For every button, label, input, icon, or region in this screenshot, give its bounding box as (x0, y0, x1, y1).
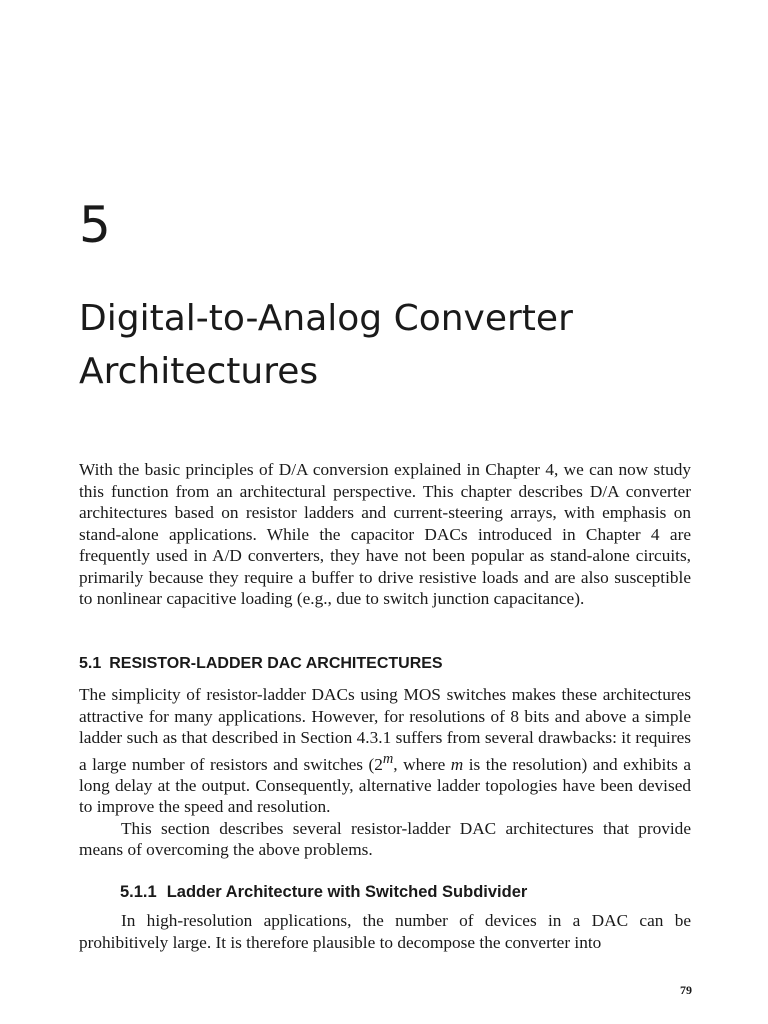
subsection-heading (120, 882, 700, 902)
section-heading (79, 654, 691, 674)
section-paragraph-1-superscript (383, 751, 393, 767)
section-paragraph-1-variable: m (450, 754, 464, 774)
subsection-title: Ladder Architecture with Switched Subdivider (166, 883, 528, 901)
section-paragraph-1-part-1: The simplicity of resistor-ladder DACs using MOS switches makes these architectures attractive for many applications. However, for resolutions of 8 bits and above a simple ladder such as that described in Section 4.3.1 suffers from several drawbacks: it requires a large number of resistors and switches (2 (79, 685, 691, 774)
chapter-title-line-1: Digital-to-Analog Converter (79, 298, 573, 339)
chapter-number: 5 (79, 196, 111, 254)
section-paragraph-2: This section describes several resistor-ladder DAC architectures that provide means of overcoming the above problems. (79, 818, 691, 860)
page-number: 79 (680, 983, 692, 997)
section-number: 5.1 (79, 655, 102, 672)
chapter-title-line-2: Architectures (79, 351, 319, 392)
section-body (79, 684, 691, 861)
section-title: RESISTOR-LADDER DAC ARCHITECTURES (109, 655, 443, 672)
section-paragraph-1-part-3: is the resolution) and exhibits a long delay at the output. Consequently, alternative ladder topologies have been devised to improve the speed and resolution. (79, 754, 691, 817)
section-paragraph-1-part-2: , where (393, 754, 451, 774)
superscript-variable: m (382, 750, 394, 767)
intro-paragraph: With the basic principles of D/A conversion explained in Chapter 4, we can now study this function from an architectural perspective. This chapter describes D/A converter architectures based on resistor ladders and current-steering arrays, with emphasis on stand-alone applications. While the capacitor DACs introduced in Chapter 4 are frequently used in A/D converters, they have not been popular as stand-alone circuits, primarily because they require a buffer to drive resistive loads and are also susceptible to nonlinear capacitive loading (e.g., due to switch junction capacitance). (79, 460, 691, 608)
section-paragraph-1 (79, 684, 691, 818)
subsection-paragraph: In high-resolution applications, the number of devices in a DAC can be prohibitively large. It is therefore plausible to decompose the converter into (79, 911, 691, 952)
chapter-title (79, 292, 719, 398)
subsection-number: 5.1.1 (120, 883, 157, 901)
